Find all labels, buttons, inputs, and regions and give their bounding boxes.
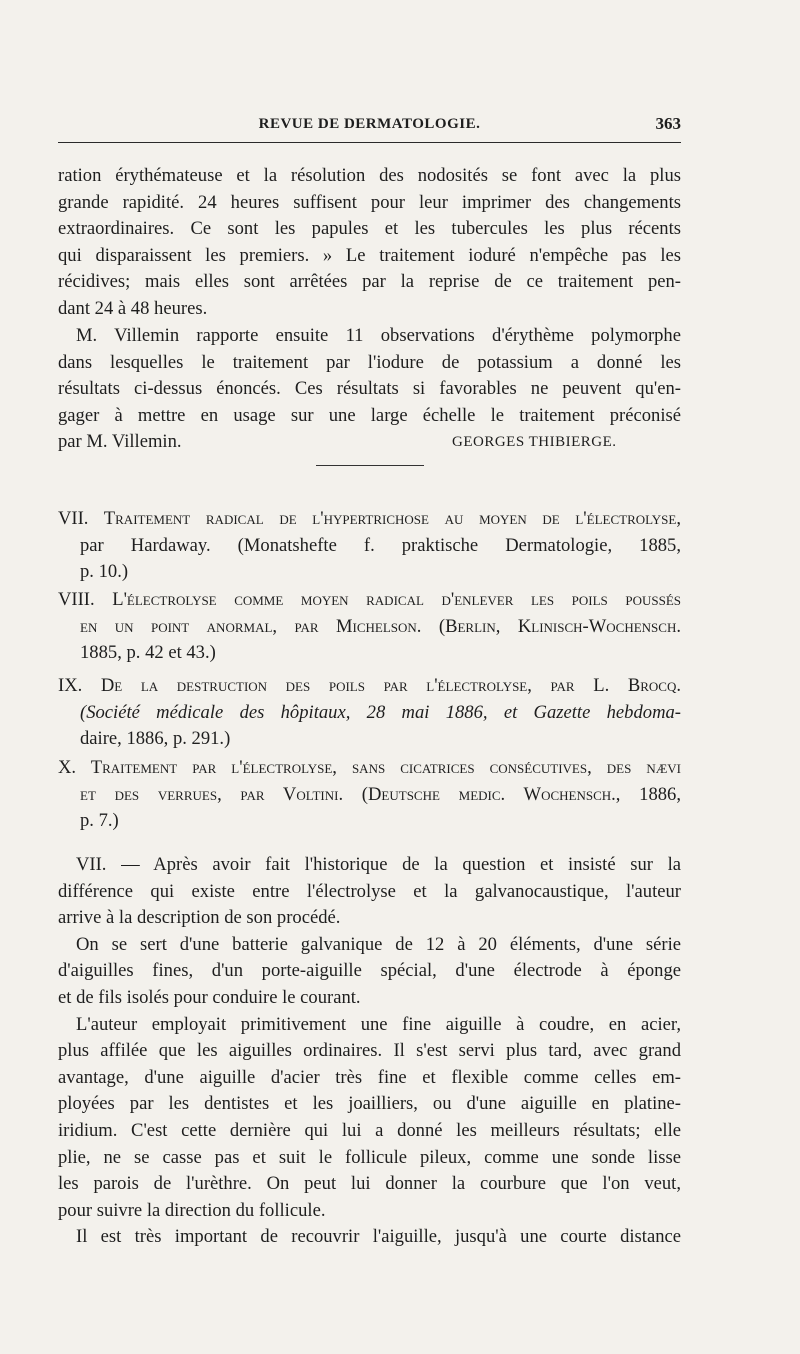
text-line: Il est très important de recouvrir l'aiguille, jusqu'à une courte distance bbox=[76, 1226, 681, 1248]
text-line: et des verrues, par Voltini. (Deutsche medic. Wochensch., 1886, bbox=[80, 783, 681, 805]
text-line: différence qui existe entre l'électrolyse et la galvanocaustique, l'auteur bbox=[58, 880, 681, 902]
text-line: grande rapidité. 24 heures suffisent pour leur imprimer des changements bbox=[58, 191, 681, 213]
text-line: arrive à la description de son procédé. bbox=[58, 907, 341, 929]
text-line: dans lesquelles le traitement par l'iodure de potassium a donné les bbox=[58, 351, 681, 373]
villemin-paragraph bbox=[58, 323, 681, 456]
text-line: p. 10.) bbox=[80, 561, 129, 583]
text-line: VII. Traitement radical de l'hypertrichose au moyen de l'électrolyse, bbox=[58, 508, 681, 529]
page-header bbox=[58, 112, 681, 143]
text-line: pour suivre la direction du follicule. bbox=[58, 1199, 326, 1221]
page-number: 363 bbox=[655, 114, 681, 133]
text-line: les parois de l'urèthre. On peut lui donner la courbure que l'on veut, bbox=[58, 1173, 681, 1195]
text-line: récidives; mais elles sont arrêtées par la reprise de ce traitement pen- bbox=[58, 271, 681, 293]
text-line: On se sert d'une batterie galvanique de 12 à 20 éléments, d'une série bbox=[76, 933, 681, 955]
text-line: en un point anormal, par Michelson. (Berlin, Klinisch-Wochensch. bbox=[80, 615, 681, 637]
text-line: plie, ne se casse pas et suit le follicule pileux, comme une sonde lisse bbox=[58, 1146, 681, 1168]
text-line: VIII. L'électrolyse comme moyen radical d'enlever les poils poussés bbox=[58, 589, 681, 610]
text-line: plus affilée que les aiguilles ordinaires. Il s'est servi plus tard, avec grand bbox=[58, 1040, 681, 1062]
reference-x bbox=[58, 755, 681, 835]
text-line: ployées par les dentistes et les joailliers, ou d'une aiguille en platine- bbox=[58, 1093, 681, 1115]
reference-viii bbox=[58, 587, 681, 667]
text-line: avantage, d'une aiguille d'acier très fine et flexible comme celles em- bbox=[58, 1066, 681, 1088]
text-line: (Société médicale des hôpitaux, 28 mai 1886, et Gazette hebdoma- bbox=[80, 701, 681, 723]
text-line: extraordinaires. Ce sont les papules et les tubercules les plus récents bbox=[58, 218, 681, 240]
running-title: REVUE DE DERMATOLOGIE. bbox=[258, 116, 481, 132]
body-text bbox=[58, 852, 681, 1251]
text-line: iridium. C'est cette dernière qui lui a donné les meilleurs résultats; elle bbox=[58, 1119, 681, 1141]
text-line: dant 24 à 48 heures. bbox=[58, 297, 208, 319]
text-line: 1885, p. 42 et 43.) bbox=[80, 642, 216, 664]
text-line: p. 7.) bbox=[80, 810, 119, 832]
section-divider bbox=[316, 465, 424, 466]
text-line: IX. De la destruction des poils par l'électrolyse, par L. Brocq. bbox=[58, 675, 681, 696]
text-line: daire, 1886, p. 291.) bbox=[80, 728, 231, 750]
text-line: L'auteur employait primitivement une fine aiguille à coudre, en acier, bbox=[76, 1013, 681, 1035]
text-line: VII. — Après avoir fait l'historique de la question et insisté sur la bbox=[76, 854, 681, 875]
last-line: par M. Villemin. bbox=[58, 431, 182, 453]
text-line bbox=[58, 429, 681, 456]
reference-ix bbox=[58, 673, 681, 753]
text-line: et de fils isolés pour conduire le courant. bbox=[58, 986, 361, 1008]
text-line: gager à mettre en usage sur une large échelle le traitement préconisé bbox=[58, 404, 681, 426]
text-line: d'aiguilles fines, d'un porte-aiguille spécial, d'une électrode à éponge bbox=[58, 960, 681, 982]
text-line: ration érythémateuse et la résolution des nodosités se font avec la plus bbox=[58, 165, 681, 186]
text-line: qui disparaissent les premiers. » Le traitement ioduré n'empêche pas les bbox=[58, 244, 681, 266]
text-line: par Hardaway. (Monatshefte f. praktische Dermatologie, 1885, bbox=[80, 534, 681, 556]
author-signature: GEORGES THIBIERGE. bbox=[452, 434, 617, 451]
text-line: X. Traitement par l'électrolyse, sans cicatrices consécutives, des nævi bbox=[58, 757, 681, 778]
text-line: M. Villemin rapporte ensuite 11 observations d'érythème polymorphe bbox=[76, 325, 681, 346]
continuation-paragraph bbox=[58, 163, 681, 323]
reference-vii bbox=[58, 506, 681, 586]
text-line: résultats ci-dessus énoncés. Ces résultats si favorables ne peuvent qu'en- bbox=[58, 378, 681, 400]
